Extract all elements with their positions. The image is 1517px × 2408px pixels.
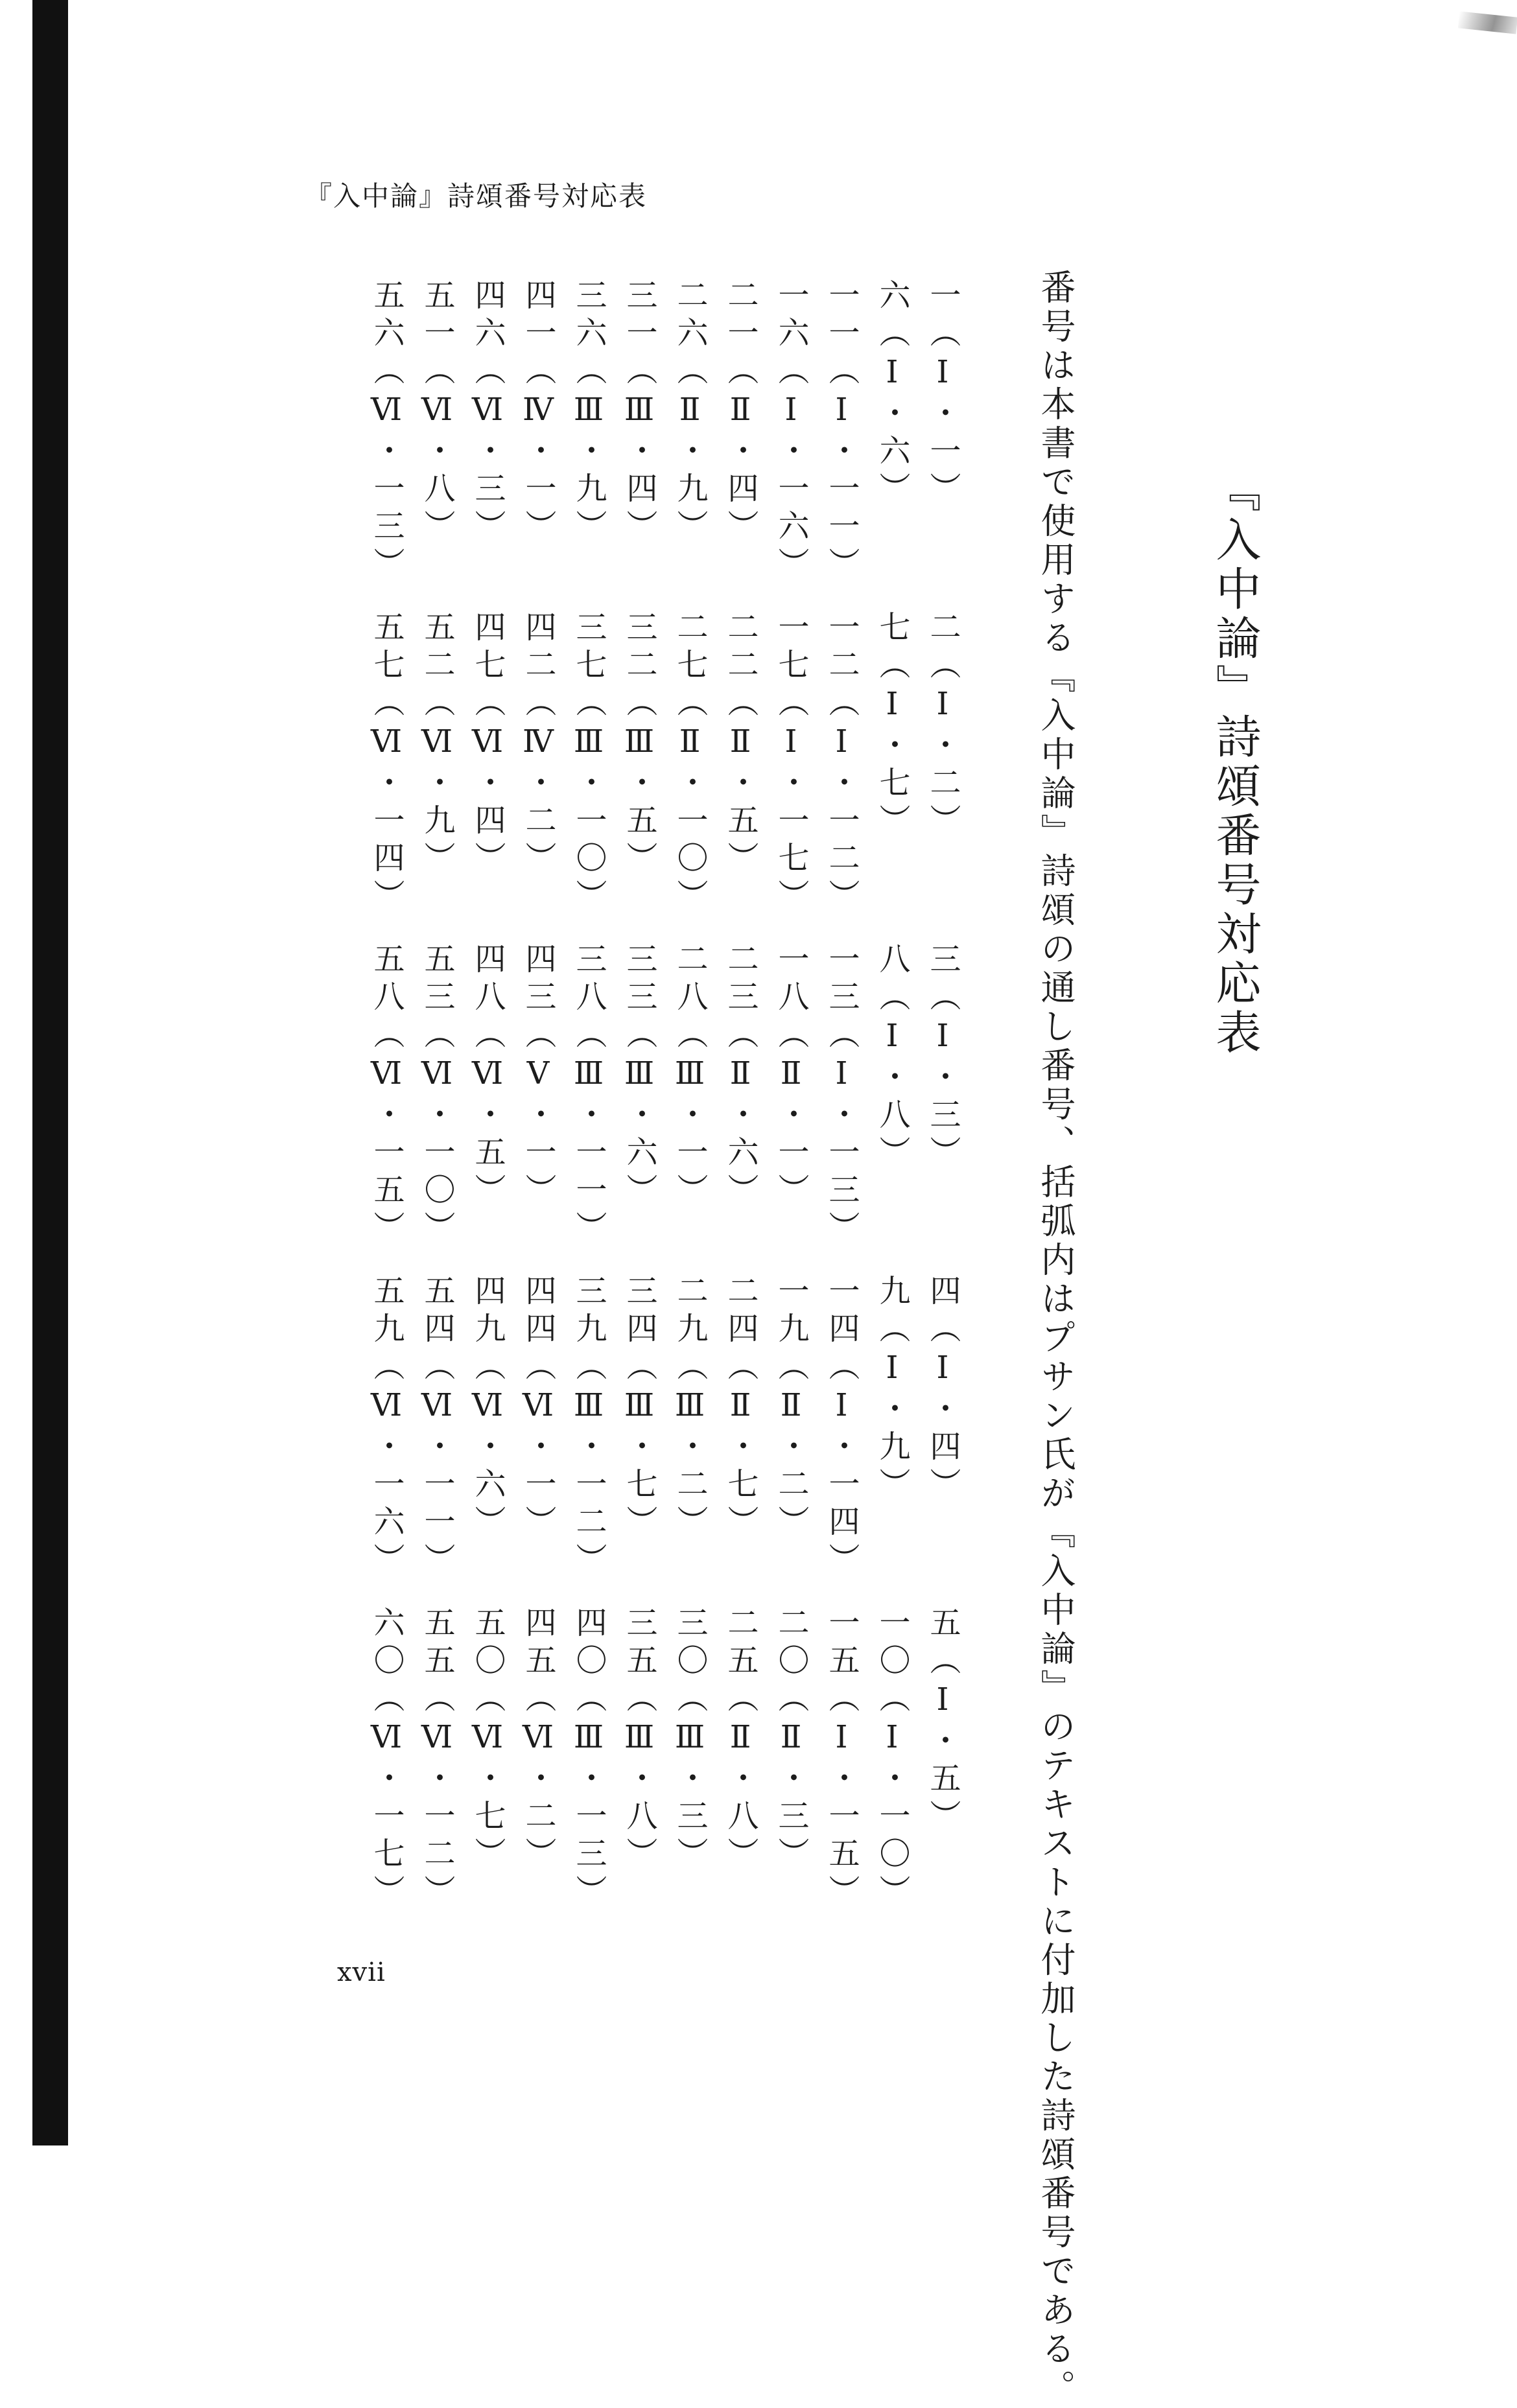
poussin-verse-reference: （Ⅰ・四） [924, 1312, 961, 1505]
verse-number: 三九 [570, 1274, 607, 1350]
table-entry [364, 942, 422, 1248]
poussin-verse-reference: （Ⅲ・五） [621, 686, 657, 879]
poussin-verse-reference: （Ⅰ・七） [874, 648, 910, 841]
poussin-verse-reference: （Ⅵ・一〇） [419, 1018, 455, 1248]
table-entry [567, 611, 624, 917]
verse-number: 二一 [722, 279, 758, 354]
verse-number: 三八 [570, 942, 607, 1018]
table-entry [364, 279, 422, 585]
verse-number: 三〇 [672, 1606, 708, 1681]
verse-number: 一四 [823, 1274, 860, 1350]
verse-number: 二五 [722, 1606, 758, 1681]
verse-number: 三三 [621, 942, 657, 1018]
table-entry [567, 942, 624, 1248]
poussin-verse-reference: （Ⅱ・六） [722, 1018, 758, 1211]
verse-number: 三一 [621, 279, 657, 354]
table-entry [465, 942, 523, 1211]
page-title: 『入中論』詩頌番号対応表 [1208, 467, 1262, 1058]
poussin-verse-reference: （Ⅱ・五） [722, 686, 758, 879]
verse-number: 三七 [570, 611, 607, 686]
table-entry [870, 1274, 928, 1505]
table-entry [921, 1606, 978, 1837]
verse-number: 六 [874, 279, 910, 316]
table-entry [415, 1274, 473, 1580]
poussin-verse-reference: （Ⅰ・九） [874, 1312, 910, 1505]
poussin-verse-reference: （Ⅵ・一七） [368, 1681, 405, 1912]
table-entry [415, 279, 473, 547]
poussin-verse-reference: （Ⅲ・四） [621, 354, 657, 547]
poussin-verse-reference: （Ⅲ・一〇） [570, 686, 607, 917]
poussin-verse-reference: （Ⅰ・一〇） [874, 1681, 910, 1912]
poussin-verse-reference: （Ⅱ・七） [722, 1350, 758, 1543]
poussin-verse-reference: （Ⅰ・一二） [823, 686, 860, 917]
table-entry [567, 1606, 624, 1912]
verse-number: 四 [924, 1274, 961, 1312]
verse-number: 二八 [672, 942, 708, 1018]
table-entry [921, 942, 978, 1173]
table-entry [921, 279, 978, 509]
poussin-verse-reference: （Ⅵ・一四） [368, 686, 405, 917]
scan-binding-edge [32, 0, 68, 2145]
verse-number: 四二 [520, 611, 556, 686]
verse-number: 二〇 [773, 1606, 809, 1681]
verse-number: 四九 [469, 1274, 506, 1350]
poussin-verse-reference: （Ⅲ・一三） [570, 1681, 607, 1912]
poussin-verse-reference: （Ⅲ・一一） [570, 1018, 607, 1248]
table-entry [668, 279, 725, 547]
table-entry [819, 942, 877, 1248]
table-entry [718, 1274, 776, 1543]
verse-number: 二七 [672, 611, 708, 686]
table-entry [718, 279, 776, 547]
poussin-verse-reference: （Ⅰ・一五） [823, 1681, 860, 1912]
table-entry [718, 942, 776, 1211]
table-entry [364, 611, 422, 917]
table-entry [415, 611, 473, 879]
table-entry [668, 1274, 725, 1543]
verse-number: 五 [924, 1606, 961, 1644]
table-entry [769, 1606, 827, 1875]
verse-number: 四一 [520, 279, 556, 354]
table-entry [364, 1274, 422, 1580]
verse-number: 一八 [773, 942, 809, 1018]
table-entry [617, 611, 675, 879]
poussin-verse-reference: （Ⅲ・八） [621, 1681, 657, 1875]
table-entry [567, 1274, 624, 1580]
poussin-verse-reference: （Ⅰ・一三） [823, 1018, 860, 1248]
verse-number: 四三 [520, 942, 556, 1018]
poussin-verse-reference: （Ⅰ・一） [924, 316, 961, 509]
table-entry [415, 942, 473, 1248]
table-entry [516, 1274, 574, 1543]
poussin-verse-reference: （Ⅵ・二） [520, 1681, 556, 1875]
verse-number: 五九 [368, 1274, 405, 1350]
verse-number: 二六 [672, 279, 708, 354]
table-entry [465, 611, 523, 879]
table-entry [516, 611, 574, 879]
poussin-verse-reference: （Ⅵ・一二） [419, 1681, 455, 1912]
verse-number: 二四 [722, 1274, 758, 1350]
verse-number: 一〇 [874, 1606, 910, 1681]
verse-number: 一七 [773, 611, 809, 686]
poussin-verse-reference: （Ⅵ・一六） [368, 1350, 405, 1580]
explanatory-note: 番号は本書で使用する『入中論』詩頌の通し番号、括弧内はプサン氏が『入中論』のテキストに付加した詩頌番号である。 [1035, 269, 1076, 2408]
verse-number: 一一 [823, 279, 860, 354]
verse-number: 一二 [823, 611, 860, 686]
poussin-verse-reference: （Ⅲ・六） [621, 1018, 657, 1211]
poussin-verse-reference: （Ⅲ・九） [570, 354, 607, 547]
verse-number: 四〇 [570, 1606, 607, 1681]
table-entry [364, 1606, 422, 1912]
verse-number: 一三 [823, 942, 860, 1018]
poussin-verse-reference: （Ⅰ・一一） [823, 354, 860, 585]
poussin-verse-reference: （Ⅱ・一） [773, 1018, 809, 1211]
verse-number: 四七 [469, 611, 506, 686]
verse-number: 五五 [419, 1606, 455, 1681]
verse-number: 三六 [570, 279, 607, 354]
table-entry [668, 611, 725, 917]
poussin-verse-reference: （Ⅵ・一） [520, 1350, 556, 1543]
verse-number: 五〇 [469, 1606, 506, 1681]
verse-number: 一 [924, 279, 961, 316]
verse-number: 三四 [621, 1274, 657, 1350]
verse-number: 三 [924, 942, 961, 980]
table-entry [769, 279, 827, 585]
table-entry [617, 1274, 675, 1543]
verse-number: 五二 [419, 611, 455, 686]
table-entry [819, 279, 877, 585]
table-entry [870, 942, 928, 1173]
table-entry [921, 611, 978, 841]
page-number: xvii [337, 1958, 386, 1987]
table-entry [819, 611, 877, 917]
table-entry [567, 279, 624, 547]
poussin-verse-reference: （Ⅰ・五） [924, 1644, 961, 1837]
verse-number: 二 [924, 611, 961, 648]
table-entry [465, 1606, 523, 1875]
poussin-verse-reference: （Ⅳ・二） [520, 686, 556, 879]
poussin-verse-reference: （Ⅰ・三） [924, 980, 961, 1173]
verse-number: 一五 [823, 1606, 860, 1681]
verse-number: 七 [874, 611, 910, 648]
verse-number: 三二 [621, 611, 657, 686]
verse-number: 二三 [722, 942, 758, 1018]
verse-number: 一六 [773, 279, 809, 354]
table-entry [465, 279, 523, 547]
poussin-verse-reference: （Ⅱ・八） [722, 1681, 758, 1875]
table-entry [769, 611, 827, 917]
table-entry [617, 942, 675, 1211]
running-head: 『入中論』詩頌番号対応表 [305, 180, 648, 212]
poussin-verse-reference: （Ⅰ・一四） [823, 1350, 860, 1580]
poussin-verse-reference: （Ⅰ・二） [924, 648, 961, 841]
poussin-verse-reference: （Ⅵ・一五） [368, 1018, 405, 1248]
poussin-verse-reference: （Ⅱ・四） [722, 354, 758, 547]
verse-number: 五六 [368, 279, 405, 354]
verse-number: 四四 [520, 1274, 556, 1350]
poussin-verse-reference: （Ⅰ・一六） [773, 354, 809, 585]
poussin-verse-reference: （Ⅵ・一三） [368, 354, 405, 585]
poussin-verse-reference: （Ⅲ・七） [621, 1350, 657, 1543]
scan-smudge [1458, 11, 1517, 34]
table-entry [870, 279, 928, 509]
verse-number: 九 [874, 1274, 910, 1312]
table-entry [718, 1606, 776, 1875]
poussin-verse-reference: （Ⅵ・七） [469, 1681, 506, 1875]
poussin-verse-reference: （Ⅱ・二） [773, 1350, 809, 1543]
verse-number: 二九 [672, 1274, 708, 1350]
verse-number: 五七 [368, 611, 405, 686]
table-entry [921, 1274, 978, 1505]
poussin-verse-reference: （Ⅵ・八） [419, 354, 455, 547]
table-entry [819, 1274, 877, 1580]
verse-number: 一九 [773, 1274, 809, 1350]
poussin-verse-reference: （Ⅲ・一） [672, 1018, 708, 1211]
poussin-verse-reference: （Ⅵ・九） [419, 686, 455, 879]
verse-number: 五一 [419, 279, 455, 354]
table-entry [617, 1606, 675, 1875]
poussin-verse-reference: （Ⅲ・一二） [570, 1350, 607, 1580]
poussin-verse-reference: （Ⅰ・一七） [773, 686, 809, 917]
verse-number: 五四 [419, 1274, 455, 1350]
verse-number: 五三 [419, 942, 455, 1018]
table-entry [465, 1274, 523, 1543]
table-entry [668, 1606, 725, 1875]
table-entry [617, 279, 675, 547]
table-entry [516, 1606, 574, 1875]
table-entry [718, 611, 776, 879]
poussin-verse-reference: （Ⅵ・六） [469, 1350, 506, 1543]
poussin-verse-reference: （Ⅳ・一） [520, 354, 556, 547]
poussin-verse-reference: （Ⅲ・三） [672, 1681, 708, 1875]
table-entry [516, 279, 574, 547]
poussin-verse-reference: （Ⅵ・一一） [419, 1350, 455, 1580]
verse-number: 五八 [368, 942, 405, 1018]
poussin-verse-reference: （Ⅲ・二） [672, 1350, 708, 1543]
poussin-verse-reference: （Ⅱ・九） [672, 354, 708, 547]
table-entry [668, 942, 725, 1211]
table-entry [415, 1606, 473, 1912]
table-entry [769, 942, 827, 1211]
poussin-verse-reference: （Ⅰ・八） [874, 980, 910, 1173]
verse-number: 四六 [469, 279, 506, 354]
verse-number: 四八 [469, 942, 506, 1018]
poussin-verse-reference: （Ⅵ・三） [469, 354, 506, 547]
verse-number: 四五 [520, 1606, 556, 1681]
verse-number: 三五 [621, 1606, 657, 1681]
poussin-verse-reference: （Ⅱ・三） [773, 1681, 809, 1875]
poussin-verse-reference: （Ⅱ・一〇） [672, 686, 708, 917]
table-entry [516, 942, 574, 1211]
table-entry [870, 1606, 928, 1912]
table-entry [769, 1274, 827, 1543]
poussin-verse-reference: （Ⅰ・六） [874, 316, 910, 509]
verse-number: 八 [874, 942, 910, 980]
table-entry [870, 611, 928, 841]
poussin-verse-reference: （Ⅵ・四） [469, 686, 506, 879]
verse-number: 六〇 [368, 1606, 405, 1681]
poussin-verse-reference: （Ⅵ・五） [469, 1018, 506, 1211]
poussin-verse-reference: （Ⅴ・一） [520, 1018, 556, 1211]
verse-number: 二二 [722, 611, 758, 686]
table-entry [819, 1606, 877, 1912]
